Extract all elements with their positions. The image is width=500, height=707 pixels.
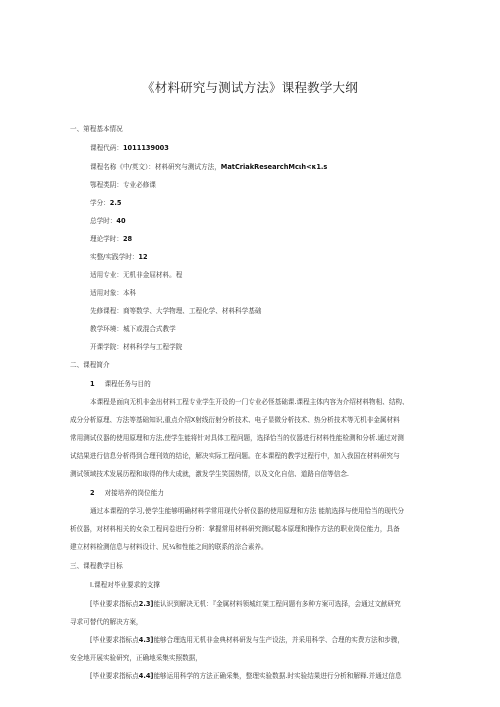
paragraph-line: 常用测试仪器的使用原理和方法,使学生能将针对具体工程问题，选择恰当的仪器进行材料性能检测和分析.通过对测 — [70, 434, 404, 442]
indicator-text: 能认识到解决无机：『金属材料领城红架工程问题有多种方案可选择，会通过文献研究 — [153, 600, 401, 608]
credits-label: 学分： — [90, 199, 110, 207]
total-hours — [90, 217, 126, 226]
indicator-item — [90, 636, 404, 645]
indicator-item — [90, 600, 401, 609]
indicator-prefix: [毕业要求指标点 — [90, 600, 139, 608]
subsection-task-title: 课程任务与目的 — [104, 380, 151, 388]
paragraph-line: 试结果进行信息分析得到合理刊效的结论，解决实际工程问题。在本课程的教学过程行中，加入我国在材料研究与 — [70, 452, 400, 460]
course-code-label: 课程代码： — [90, 144, 123, 152]
teaching-environment: 教学环境：城下或混合式教学 — [90, 325, 176, 333]
indicator-number: 4.3] — [138, 636, 154, 644]
indicator-text: 能够运用科学的方法正确采集，整理实验数据.时实验结果进行分析和解释.并通过信息 — [153, 672, 402, 680]
indicator-prefix: [毕业要求指标点 — [90, 636, 139, 644]
theory-hours — [90, 235, 132, 244]
subsection-task-number: 1 — [90, 380, 95, 388]
indicator-number: 2.3] — [138, 600, 154, 608]
credits-value: 2.5 — [109, 199, 122, 207]
applicable-major: 适用专业：无机非金屈材料。程 — [90, 271, 183, 279]
practice-value: 12 — [138, 253, 148, 261]
indicator-continuation: 安全地开展实验研究，正确地采集实照数据， — [70, 654, 202, 662]
course-category: 鄂程类阴：专业必修课 — [90, 181, 156, 189]
prerequisite-courses: 先修课程：商等数学、大学物理、工程化学、材料科学基础 — [90, 307, 262, 315]
paragraph-line: 通过本课程的学习,使学生能够明确材料学常用现代分析仪器的使用原理和方法 能航选择与使用恰当的现代分 — [90, 507, 405, 515]
applicable-audience: 适用对象：本科 — [90, 289, 137, 297]
hours-value: 40 — [116, 217, 126, 225]
practice-label: 实整/实践学时： — [90, 253, 139, 261]
hours-label: 总学时： — [90, 217, 117, 225]
section2-heading: 二、课程简介 — [70, 361, 110, 369]
indicator-text: 能够合理选用无机非金典材料研发与生产设法，并采用科学、合理的实费方法和步骤， — [153, 636, 404, 644]
practice-hours — [90, 253, 148, 262]
section3-heading: 三、课程教学目标 — [70, 562, 123, 570]
page-title: 《材料研究与测试方法》课程教学大纲 — [142, 80, 358, 95]
paragraph-line: 建立材料检测信息与材料设计、尻¼和性能之间的联系的淙合素养。 — [70, 543, 268, 551]
course-code — [90, 144, 169, 153]
paragraph-line: 析仪器，对材料相关的女杂工程问卷进行分析：掌握常用材料研究测试聪本原理和操作方法的职业岗位能力，具备 — [70, 525, 400, 533]
indicator-number: 4.4] — [138, 672, 154, 680]
indicator-item — [90, 672, 402, 681]
section1-heading: 一、第程基本情况 — [70, 125, 123, 133]
indicator-prefix: [毕业要求指标点 — [90, 672, 139, 680]
subsection-task — [90, 380, 151, 389]
paragraph-line: 本课程是面向无机非金出材料工程专业学生开设的一门专业必怪基础课.课程主体内容为介绍材料物相、结构、 — [90, 398, 409, 406]
theory-label: 理论学时： — [90, 235, 123, 243]
course-name — [90, 163, 327, 172]
course-name-label: 课程名称《中/英文）：材料研究与测试方法， — [90, 163, 221, 171]
theory-value: 28 — [122, 235, 133, 243]
course-credits — [90, 199, 121, 208]
paragraph-line: 测试领域技术发展历程和取得的伟大成就，激发学生笑国热情，以及文化自信、道路自信等信念. — [70, 470, 350, 478]
subsection-ability-title: 对接培养的岗位能力 — [104, 489, 164, 497]
course-code-value: 1011139003 — [122, 144, 169, 152]
paragraph-line: 成分分析原理、方法等基础知识,重点介绍X射线衍射分析技术、电子显微分析技术、热分析技术等无机非金属材料 — [70, 416, 400, 424]
indicator-continuation: 寻求可替代的解决方案， — [70, 618, 143, 626]
subsection-ability-number: 2 — [90, 489, 95, 497]
offering-school: 开课学院：材料科学与工程学院 — [90, 343, 183, 351]
subsection-ability — [90, 489, 164, 498]
subsection-support: I.课程对毕业要求的支撑 — [90, 581, 160, 589]
course-name-value: MatCriakResearchMcιh<κ1.s — [220, 163, 328, 171]
